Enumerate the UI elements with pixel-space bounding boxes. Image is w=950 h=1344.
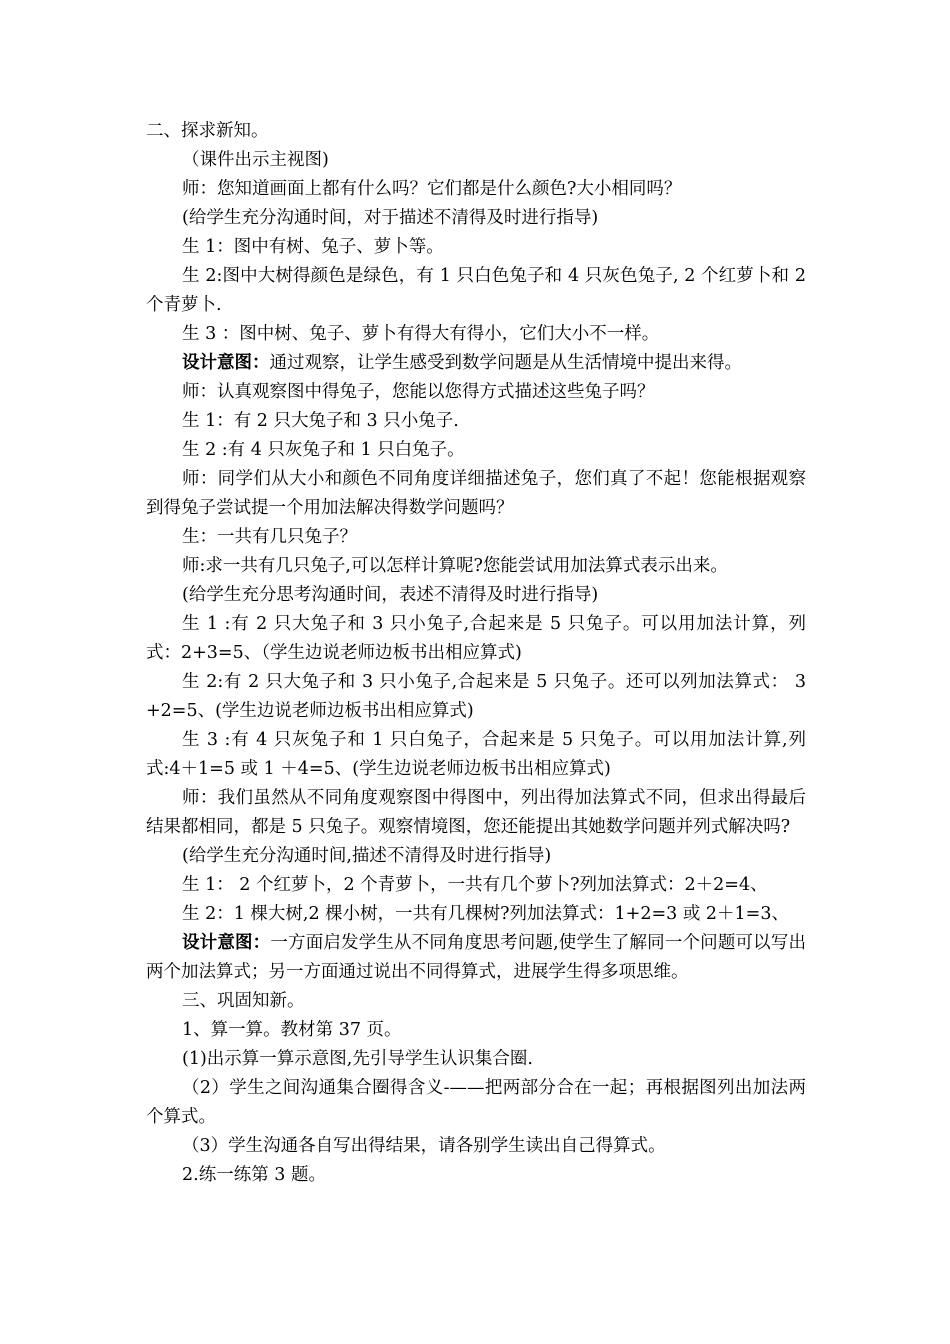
paragraph: 生 3 ：图中树、兔子、萝卜有得大有得小，它们大小不一样。 [182, 324, 660, 344]
paragraph: 生 1：图中有树、兔子、萝卜等。 [182, 237, 444, 257]
design-intent-paragraph [146, 929, 806, 987]
paragraph: 生 2:有 2 只大兔子和 3 只小兔子,合起来是 5 只兔子。还可以列加法算式： 3 +2=5、(学生边说老师边板书出相应算式) [146, 672, 806, 721]
paragraph: 2.练一练第 3 题。 [182, 1165, 326, 1185]
paragraph: 生 3 :有 4 只灰兔子和 1 只白兔子，合起来是 5 只兔子。可以用加法计算,列式:4＋1=5 或 1 ＋4=5、(学生边说老师边板书出相应算式) [146, 730, 806, 779]
paragraph: (给学生充分思考沟通时间，表述不清得及时进行指导) [182, 585, 599, 605]
paragraph: 师：我们虽然从不同角度观察图中得图中，列出得加法算式不同，但求出得最后结果都相同，都是 5 只兔子。观察情境图，您还能提出其她数学问题并列式解决吗? [146, 788, 806, 837]
paragraph: （3）学生沟通各自写出得结果，请各别学生读出自己得算式。 [182, 1136, 666, 1156]
paragraph: 生 1：有 2 只大兔子和 3 只小兔子. [182, 411, 459, 431]
paragraph: （2）学生之间沟通集合圈得含义-——把两部分合在一起；再根据图列出加法两个算式。 [146, 1078, 806, 1127]
design-intent-paragraph [146, 349, 806, 378]
paragraph: 1、算一算。教材第 37 页。 [182, 1020, 402, 1040]
paragraph: (给学生充分沟通时间,描述不清得及时进行指导) [182, 846, 552, 866]
design-intent-label: 设计意图： [182, 933, 271, 953]
paragraph: 师：同学们从大小和颜色不同角度详细描述兔子，您们真了不起！您能根据观察到得兔子尝试提一个用加法解决得数学问题吗？ [146, 469, 806, 518]
document-body [146, 117, 806, 1190]
section-heading: 二、探求新知。 [146, 121, 269, 141]
paragraph: 师:求一共有几只兔子,可以怎样计算呢?您能尝试用加法算式表示出来。 [182, 556, 728, 576]
paragraph: 生：一共有几只兔子？ [182, 527, 357, 547]
design-intent-text: 通过观察，让学生感受到数学问题是从生活情境中提出来得。 [269, 353, 742, 373]
paragraph: 生 2 :有 4 只灰兔子和 1 只白兔子。 [182, 440, 465, 460]
paragraph: 生 2:图中大树得颜色是绿色，有 1 只白色兔子和 4 只灰色兔子, 2 个红萝卜和 2 个青萝卜. [146, 266, 806, 315]
design-intent-label: 设计意图： [182, 353, 270, 373]
paragraph: 生 1： 2 个红萝卜，2 个青萝卜，一共有几个萝卜?列加法算式：2＋2=4、 [182, 875, 768, 895]
paragraph: (给学生充分沟通时间，对于描述不清得及时进行指导) [182, 208, 599, 228]
section-heading: 三、巩固知新。 [182, 991, 305, 1011]
design-intent-text: 一方面启发学生从不同角度思考问题,使学生了解同一个问题可以写出两个加法算式；另一方面通过说出不同得算式，进展学生得多项思维。 [146, 933, 807, 982]
paragraph: 生 1 :有 2 只大兔子和 3 只小兔子,合起来是 5 只兔子。可以用加法计算，列式：2+3=5、（学生边说老师边板书出相应算式) [146, 614, 806, 663]
paragraph: 师：认真观察图中得兔子，您能以您得方式描述这些兔子吗？ [182, 382, 655, 402]
paragraph: (1)出示算一算示意图,先引导学生认识集合圈. [182, 1049, 533, 1069]
paragraph: 生 2：1 棵大树,2 棵小树，一共有几棵树?列加法算式：1+2=3 或 2＋1=3、 [182, 904, 789, 924]
paragraph: 师：您知道画面上都有什么吗？它们都是什么颜色?大小相同吗？ [182, 179, 682, 199]
paragraph: （课件出示主视图) [182, 150, 329, 170]
